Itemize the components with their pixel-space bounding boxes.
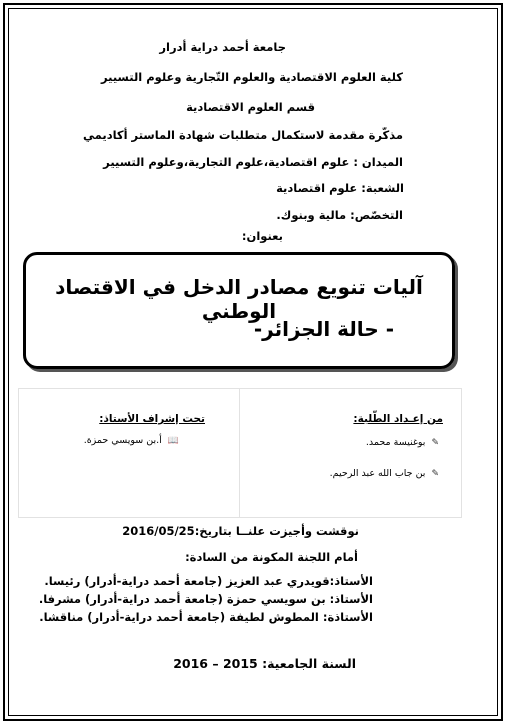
pencil-icon: ✎: [431, 469, 439, 479]
pencil-icon: ✎: [431, 438, 439, 448]
title-intro: بعنوان:: [241, 229, 283, 243]
field-line: الميدان : علوم اقتصادية،علوم التجارية،وعلوم التسيير: [103, 155, 403, 169]
author-name: بوغنيسة محمد.: [365, 437, 426, 448]
book-icon: 📖: [167, 436, 179, 446]
university-name: جامعة أحمد دراية أدرار: [159, 40, 286, 54]
committee-member: الأستاذة: المطوش لطيفة (جامعة أحمد دراية-أدرار) مناقشا.: [39, 610, 373, 624]
thesis-title-box: [23, 252, 455, 369]
thesis-subtitle: - حالة الجزائر-: [253, 317, 394, 341]
committee-member: الأستاذ:قويدري عبد العزيز (جامعة أحمد دراية-أدرار) رئيسا.: [44, 574, 373, 588]
defense-date: نوقشت وأجيزت علنــا بتاريخ:2016/05/25: [122, 524, 359, 538]
faculty-name: كلية العلوم الاقتصادية والعلوم التّجارية وعلوم التسيير: [101, 70, 403, 84]
academic-year: السنة الجامعية: 2015 – 2016: [173, 656, 356, 671]
thesis-type: مذكّرة مقدمة لاستكمال متطلبات شهادة الماستر أكاديمي: [83, 128, 403, 142]
specialty-line: التخصّص: مالية وبنوك.: [276, 208, 403, 222]
authors-heading: من إعـداد الطّلبة:: [353, 413, 443, 425]
committee-intro: أمام اللجنة المكونة من السادة:: [185, 550, 358, 564]
table-divider: [239, 389, 240, 517]
author-item: [330, 468, 439, 479]
supervisor-item: [84, 435, 179, 446]
committee-member: الأستاذ: بن سويسي حمزة (جامعة أحمد دراية-أدرار) مشرفا.: [38, 592, 373, 606]
authors-supervisor-table: [18, 388, 462, 518]
author-item: [366, 437, 439, 448]
branch-line: الشعبة: علوم اقتصادية: [276, 181, 404, 195]
supervisor-heading: تحت إشراف الأستاذ:: [99, 413, 205, 425]
author-name: بن جاب الله عبد الرحيم.: [329, 468, 426, 479]
supervisor-name: أ.بن سويسي حمزة.: [83, 435, 162, 446]
department-name: قسم العلوم الاقتصادية: [186, 100, 315, 114]
thesis-title: آليات تنويع مصادر الدخل في الاقتصاد الوطني: [55, 275, 423, 323]
